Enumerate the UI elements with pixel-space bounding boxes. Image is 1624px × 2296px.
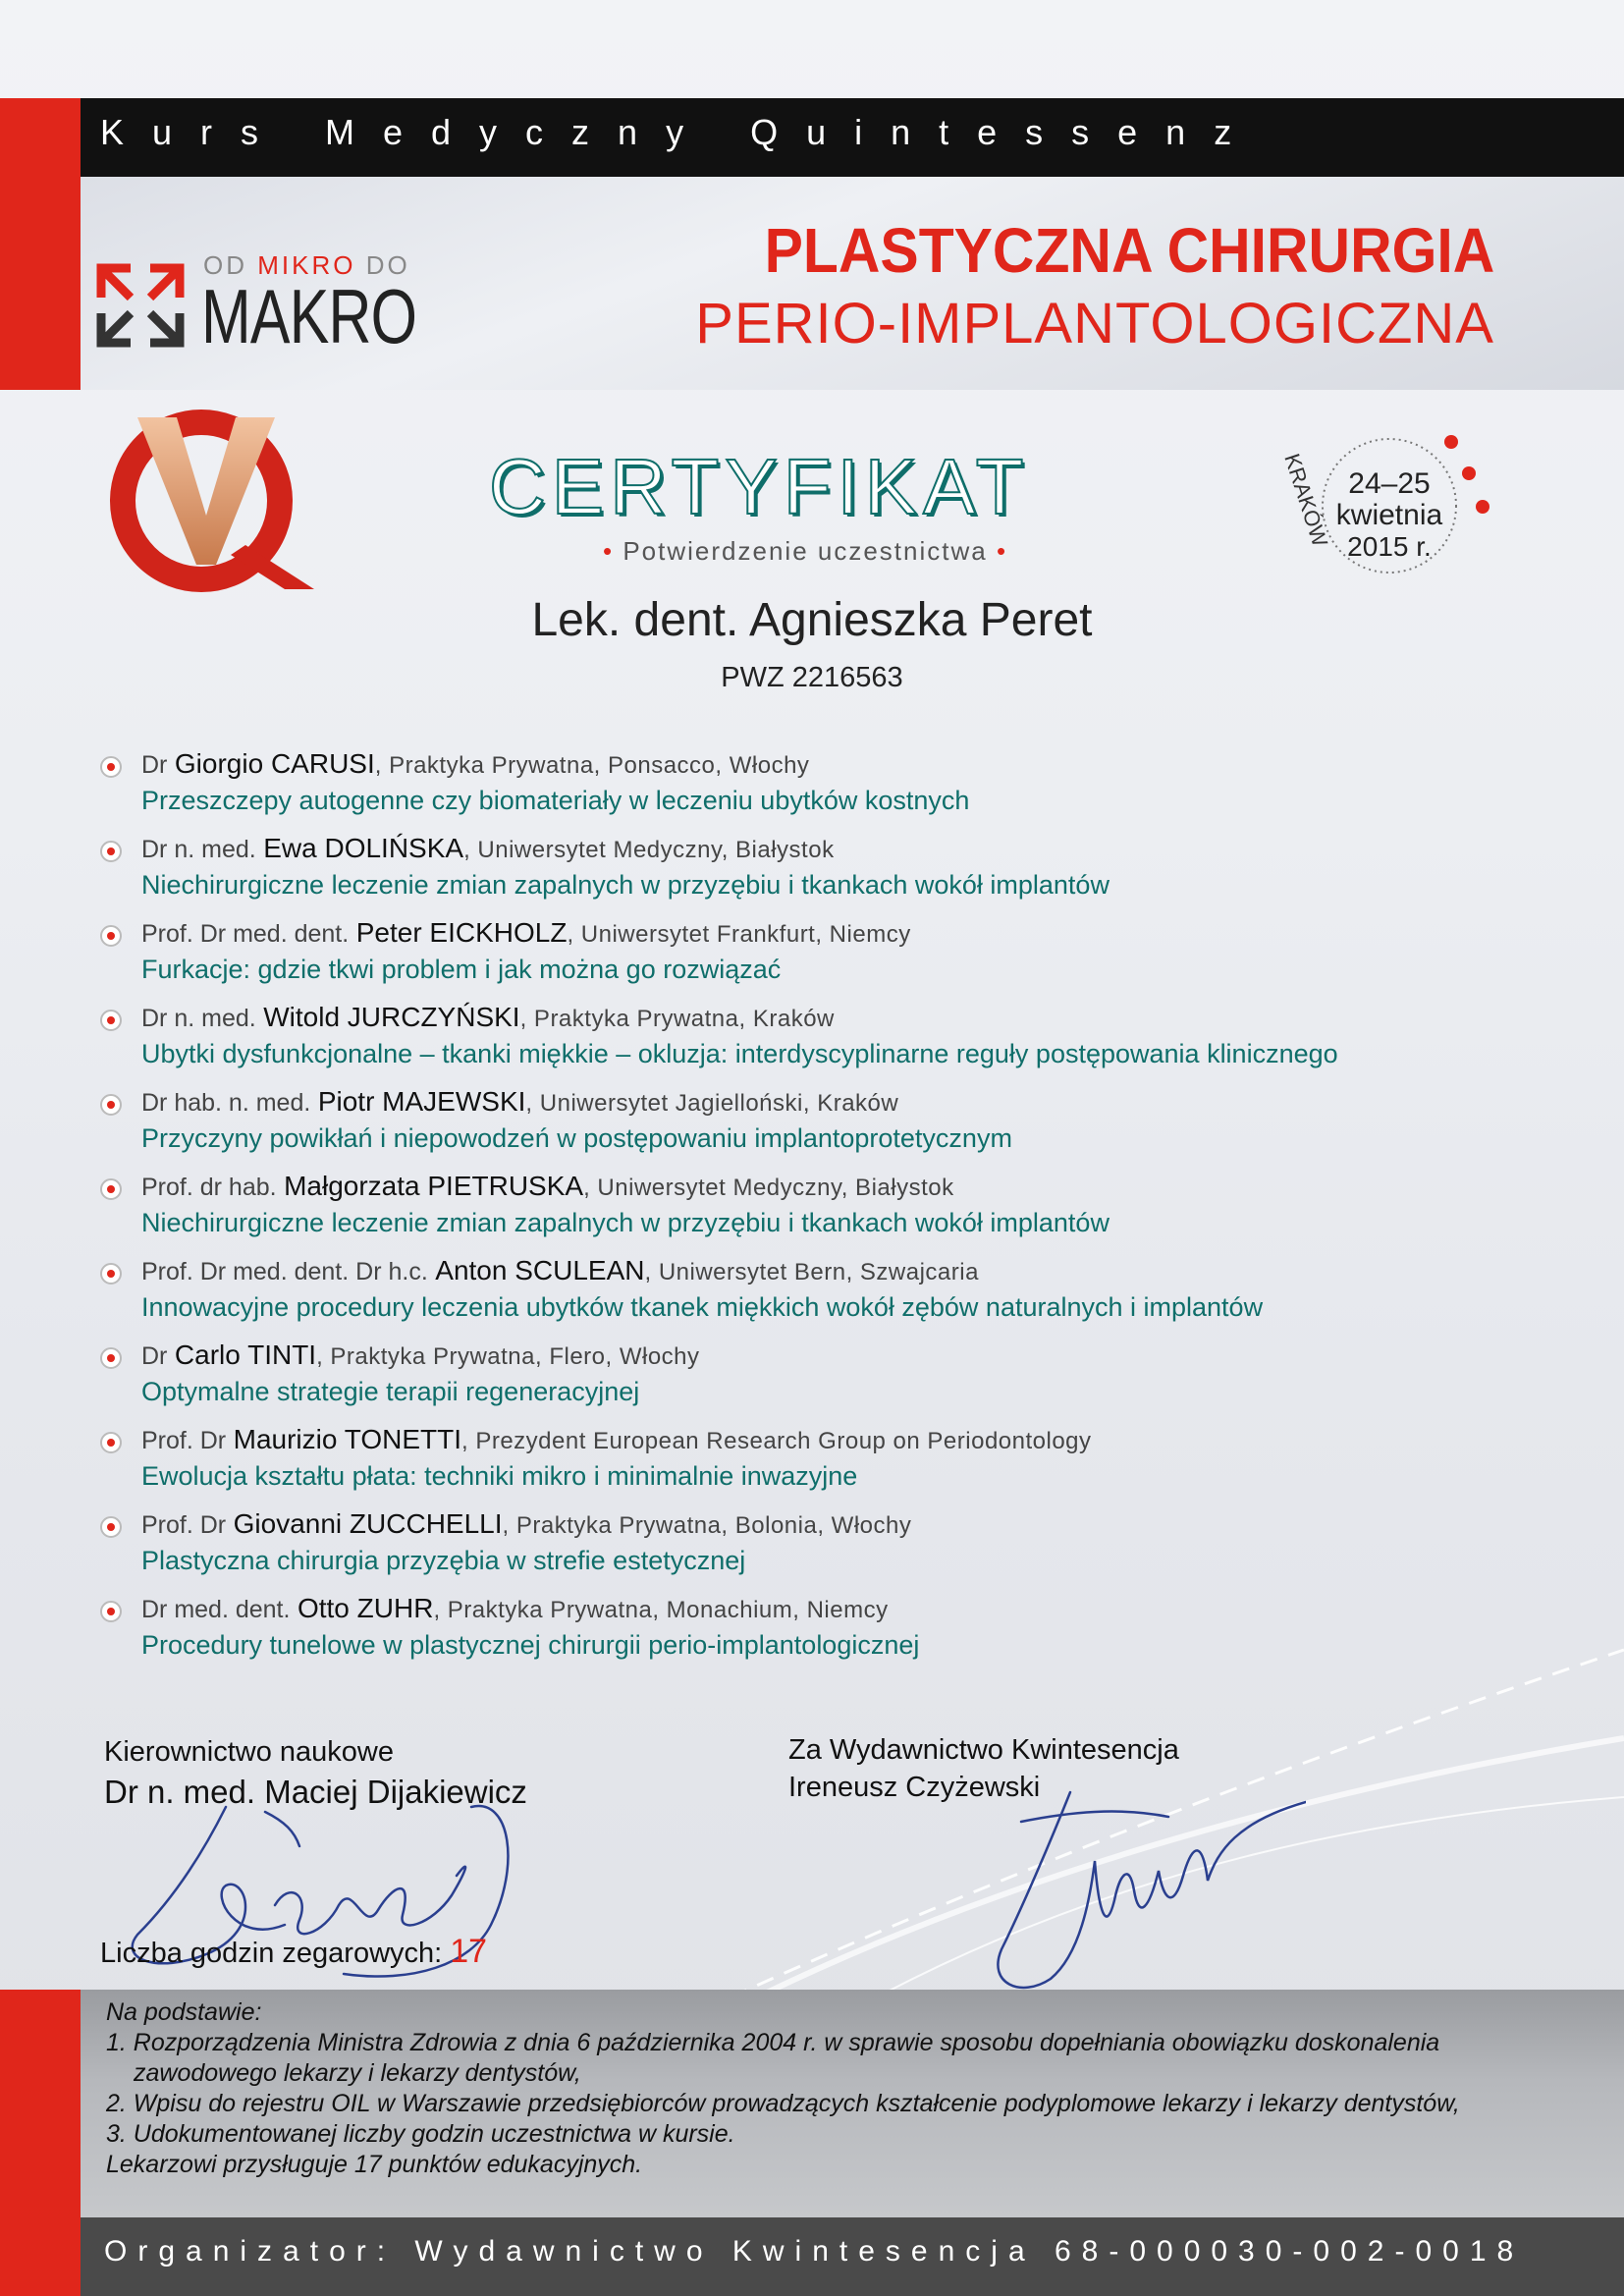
speaker-title: Dr hab. n. med. [141, 1089, 311, 1117]
list-item [98, 1339, 1571, 1424]
logo-wordmark: MAKRO [201, 273, 417, 359]
stamp-month: kwietnia [1335, 499, 1443, 531]
dot-icon: • [996, 536, 1008, 566]
speaker-title: Dr [141, 1342, 168, 1370]
legal-item-2: 2. Wpisu do rejestru OIL w Warszawie przedsiębiorców prowadzących kształcenie podyplomowe lekarzy i lekarzy dentystów, [106, 2090, 1460, 2117]
legal-item-3: 3. Udokumentowanej liczby godzin uczestnictwa w kursie. [106, 2120, 735, 2148]
lecture-topic: Niechirurgiczne leczenie zmian zapalnych w przyzębiu i tkankach wokół implantów [141, 1208, 1110, 1237]
speaker-line [141, 1339, 700, 1371]
speaker-title: Prof. Dr med. dent. Dr h.c. [141, 1258, 428, 1285]
bullet-icon [98, 1345, 124, 1371]
dot-icon: • [603, 536, 615, 566]
speaker-affiliation: , Praktyka Prywatna, Bolonia, Włochy [502, 1512, 912, 1539]
bottom-red-accent [0, 1990, 81, 2296]
bullet-icon [98, 1514, 124, 1540]
speaker-name: Ewa DOLIŃSKA [263, 833, 464, 863]
stamp-year: 2015 r. [1347, 531, 1432, 562]
lecture-topic: Ewolucja kształtu płata: techniki mikro i minimalnie inwazyjne [141, 1461, 858, 1491]
list-item [98, 1002, 1571, 1086]
stamp-dates: 24–25 [1348, 467, 1431, 500]
list-item [98, 1255, 1571, 1339]
bullet-icon [98, 1261, 124, 1286]
speaker-title: Dr n. med. [141, 836, 256, 863]
legal-basis [106, 1997, 1608, 2180]
bullet-icon [98, 754, 124, 780]
speaker-name: Giovanni ZUCCHELLI [233, 1508, 503, 1539]
speaker-name: Piotr MAJEWSKI [317, 1086, 526, 1117]
stamp-city: KRAKÓW [1279, 450, 1333, 550]
speaker-line [141, 917, 911, 949]
speaker-name: Anton SCULEAN [435, 1255, 645, 1285]
list-item [98, 1171, 1571, 1255]
lecture-topic: Procedury tunelowe w plastycznej chirurgii perio-implantologicznej [141, 1630, 920, 1660]
certificate-subheading [603, 536, 1007, 567]
lecture-topic: Furkacje: gdzie tkwi problem i jak można go rozwiązać [141, 955, 782, 984]
speakers-list [98, 748, 1571, 1677]
legal-heading: Na podstawie: [106, 1998, 262, 2026]
lecture-topic: Innowacyjne procedury leczenia ubytków tkanek miękkich wokół zębów naturalnych i implantów [141, 1292, 1264, 1322]
list-item [98, 833, 1571, 917]
speaker-name: Peter EICKHOLZ [355, 917, 568, 948]
list-item [98, 917, 1571, 1002]
speaker-affiliation: , Uniwersytet Medyczny, Białystok [463, 837, 835, 863]
legal-item-1-cont: zawodowego lekarzy i lekarzy dentystów, [134, 2059, 581, 2087]
lecture-topic: Niechirurgiczne leczenie zmian zapalnych w przyzębiu i tkankach wokół implantów [141, 870, 1110, 900]
speaker-line [141, 1508, 911, 1540]
logo-tagline-accent: MIKRO [257, 250, 356, 280]
hours-value: 17 [450, 1933, 488, 1970]
speaker-affiliation: , Uniwersytet Medyczny, Białystok [583, 1175, 954, 1201]
list-item [98, 1086, 1571, 1171]
speaker-affiliation: , Praktyka Prywatna, Monachium, Niemcy [433, 1597, 889, 1623]
bullet-icon [98, 1092, 124, 1118]
speaker-title: Dr med. dent. [141, 1596, 291, 1623]
bullet-icon [98, 923, 124, 949]
list-item [98, 748, 1571, 833]
left-red-accent [0, 98, 81, 390]
speaker-title: Dr n. med. [141, 1005, 256, 1032]
speaker-affiliation: , Uniwersytet Bern, Szwajcaria [644, 1259, 979, 1285]
speaker-title: Prof. Dr [141, 1511, 227, 1539]
speaker-line [141, 1255, 979, 1286]
hours-line [100, 1933, 487, 1971]
speaker-affiliation: , Uniwersytet Jagielloński, Kraków [525, 1090, 899, 1117]
speaker-affiliation: , Prezydent European Research Group on Periodontology [460, 1428, 1092, 1454]
speaker-title: Dr [141, 751, 168, 779]
speaker-affiliation: , Praktyka Prywatna, Ponsacco, Włochy [374, 752, 810, 779]
certificate-heading: CERTYFIKAT [489, 443, 1030, 530]
right-signatory-role: Za Wydawnictwo Kwintesencja [788, 1734, 1179, 1766]
speaker-name: Witold JURCZYŃSKI [263, 1002, 520, 1032]
expand-arrows-icon [93, 258, 187, 352]
od-mikro-do-makro-logo [93, 250, 447, 358]
lecture-topic: Plastyczna chirurgia przyzębia w strefie estetycznej [141, 1546, 746, 1575]
speaker-name: Maurizio TONETTI [233, 1424, 461, 1454]
speaker-line [141, 1424, 1092, 1455]
bullet-icon [98, 1008, 124, 1033]
speaker-title: Prof. Dr [141, 1427, 227, 1454]
speaker-line [141, 748, 809, 780]
subheading-text: Potwierdzenie uczestnictwa [623, 536, 988, 566]
lecture-topic: Przyczyny powikłań i niepowodzeń w postępowaniu implantoprotetycznym [141, 1123, 1012, 1153]
speaker-affiliation: , Praktyka Prywatna, Flero, Włochy [316, 1343, 700, 1370]
legal-item-1: 1. Rozporządzenia Ministra Zdrowia z dnia 6 października 2004 r. w sprawie sposobu dopełniania obowiązku doskonalenia [106, 2029, 1440, 2056]
lecture-topic: Ubytki dysfunkcjonalne – tkanki miękkie – okluzja: interdyscyplinarne reguły postępowania klinicznego [141, 1039, 1338, 1068]
left-signatory-name: Dr n. med. Maciej Dijakiewicz [104, 1774, 527, 1810]
speaker-line [141, 833, 835, 864]
speaker-affiliation: , Uniwersytet Frankfurt, Niemcy [567, 921, 911, 948]
recipient-name: Lek. dent. Agnieszka Peret [531, 594, 1093, 646]
date-stamp [1267, 412, 1502, 599]
bullet-icon [98, 1430, 124, 1455]
speaker-title: Prof. dr hab. [141, 1174, 277, 1201]
left-signatory-role: Kierownictwo naukowe [104, 1736, 394, 1768]
right-signature [982, 1782, 1306, 2008]
course-bar [81, 98, 1624, 177]
bullet-icon [98, 1176, 124, 1202]
organizer-text: Organizator: Wydawnictwo Kwintesencja 68-000030-002-0018 [104, 2235, 1525, 2268]
logo-tagline: OD MIKRO DO [203, 250, 410, 280]
organizer-bar [81, 2217, 1624, 2296]
recipient-pwz: PWZ 2216563 [721, 662, 903, 693]
course-bar-text: Kurs Medyczny Quintessenz [100, 112, 1261, 152]
legal-points: Lekarzowi przysługuje 17 punktów edukacyjnych. [106, 2151, 643, 2178]
speaker-name: Otto ZUHR [297, 1593, 434, 1623]
course-title-line1: PLASTYCZNA CHIRURGIA [764, 215, 1494, 286]
speaker-line [141, 1086, 898, 1118]
bullet-icon [98, 839, 124, 864]
speaker-name: Małgorzata PIETRUSKA [284, 1171, 584, 1201]
quintessenz-q-logo [98, 398, 334, 594]
course-title-line2: PERIO-IMPLANTOLOGICZNA [695, 292, 1494, 355]
speaker-name: Carlo TINTI [174, 1339, 317, 1370]
speaker-name: Giorgio CARUSI [174, 748, 375, 779]
speaker-line [141, 1171, 954, 1202]
hours-label: Liczba godzin zegarowych: [100, 1938, 443, 1969]
speaker-affiliation: , Praktyka Prywatna, Kraków [519, 1006, 835, 1032]
lecture-topic: Optymalne strategie terapii regeneracyjnej [141, 1377, 640, 1406]
right-signatory-name: Ireneusz Czyżewski [788, 1772, 1041, 1803]
speaker-title: Prof. Dr med. dent. [141, 920, 350, 948]
speaker-line [141, 1002, 835, 1033]
lecture-topic: Przeszczepy autogenne czy biomateriały w leczeniu ubytków kostnych [141, 786, 970, 815]
list-item [98, 1424, 1571, 1508]
list-item [98, 1508, 1571, 1593]
